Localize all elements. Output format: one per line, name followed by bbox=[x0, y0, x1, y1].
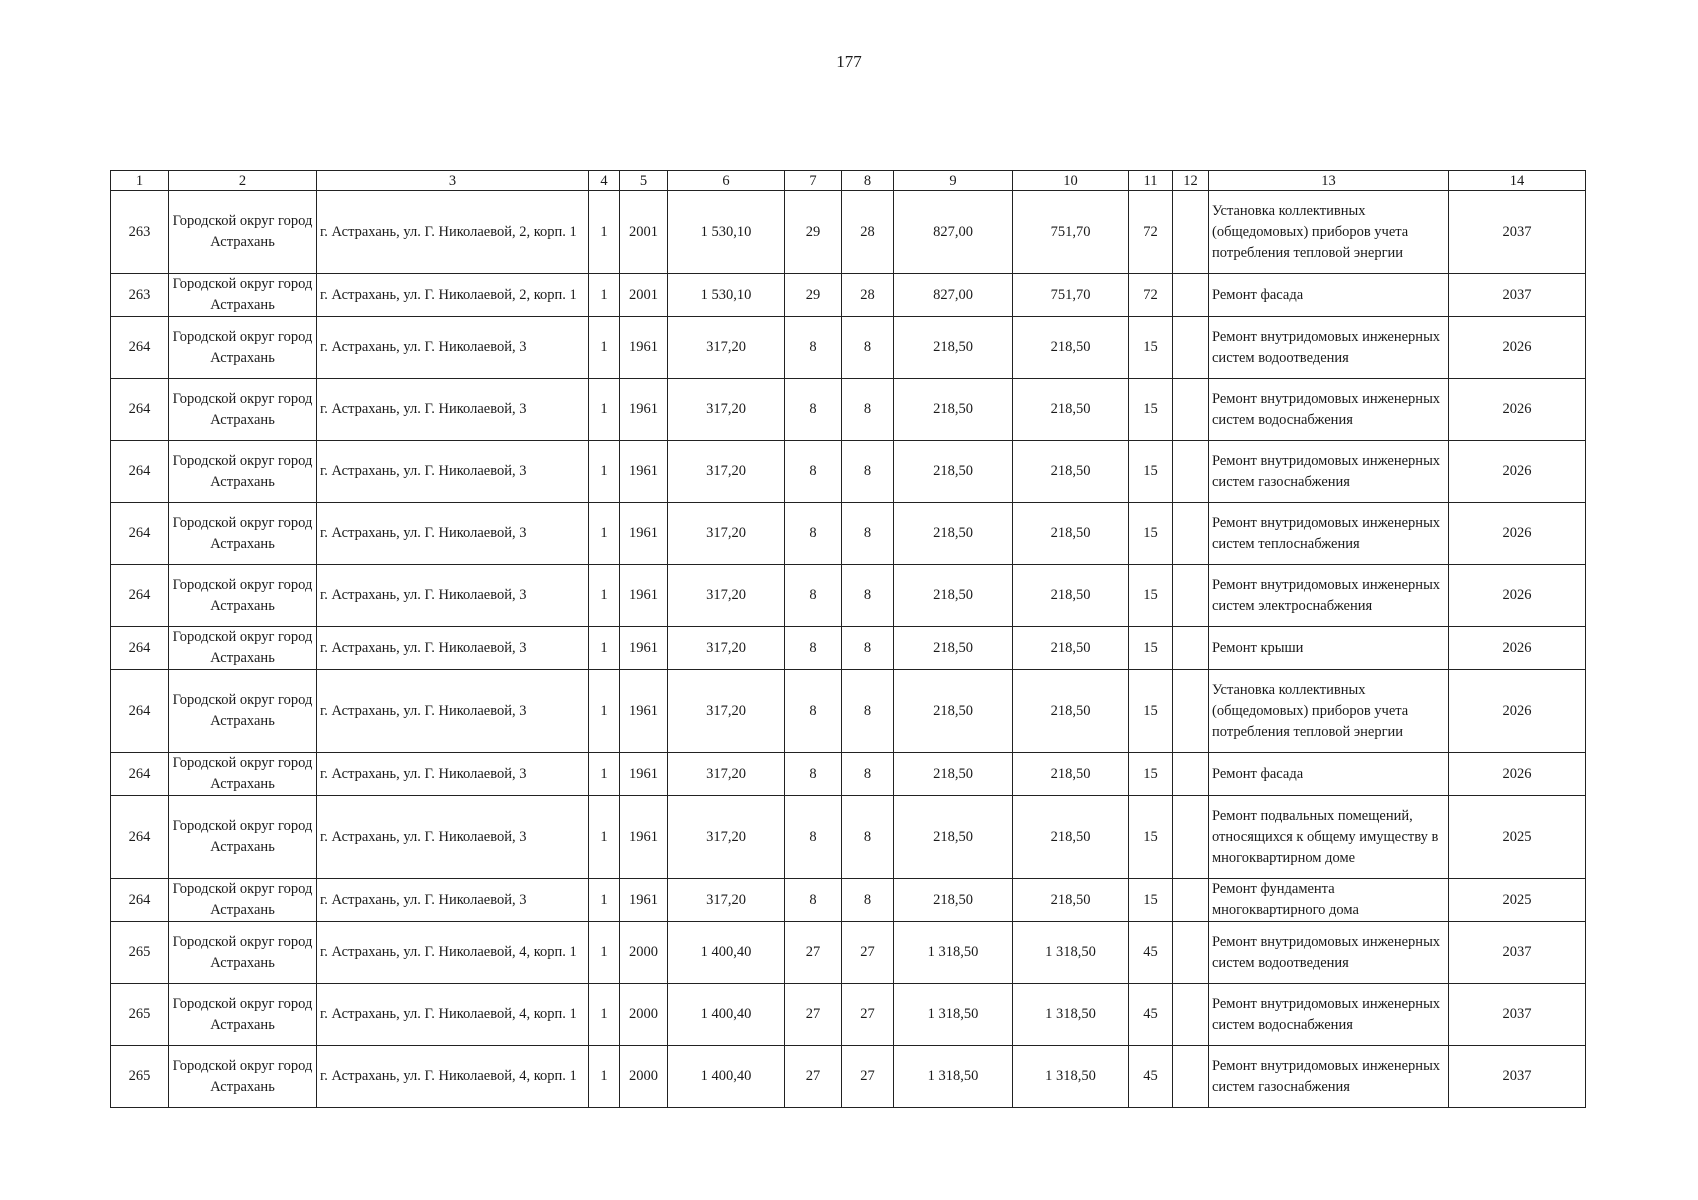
total-area-cell: 1 400,40 bbox=[668, 1046, 785, 1108]
col10-area-cell: 218,50 bbox=[1013, 565, 1129, 627]
work-type-cell: Ремонт внутридомовых инженерных систем электроснабжения bbox=[1209, 565, 1449, 627]
col9-area-cell: 218,50 bbox=[894, 379, 1013, 441]
work-type-cell: Ремонт подвальных помещений, относящихся к общему имуществу в многоквартирном доме bbox=[1209, 796, 1449, 879]
address-cell: г. Астрахань, ул. Г. Николаевой, 3 bbox=[317, 796, 589, 879]
col12-cell bbox=[1173, 274, 1209, 317]
col8-cell: 8 bbox=[842, 753, 894, 796]
total-area-cell: 317,20 bbox=[668, 753, 785, 796]
work-type-cell: Ремонт фасада bbox=[1209, 753, 1449, 796]
address-cell: г. Астрахань, ул. Г. Николаевой, 3 bbox=[317, 503, 589, 565]
municipality-cell: Городской округ город Астрахань bbox=[169, 317, 317, 379]
municipality-cell: Городской округ город Астрахань bbox=[169, 379, 317, 441]
year-built-cell: 1961 bbox=[620, 670, 668, 753]
total-area-cell: 317,20 bbox=[668, 670, 785, 753]
table-row bbox=[111, 565, 1586, 627]
page-number: 177 bbox=[836, 52, 862, 71]
row-number-cell: 264 bbox=[111, 503, 169, 565]
col8-cell: 8 bbox=[842, 503, 894, 565]
total-area-cell: 317,20 bbox=[668, 796, 785, 879]
col10-area-cell: 218,50 bbox=[1013, 796, 1129, 879]
col12-cell bbox=[1173, 879, 1209, 922]
col9-area-cell: 218,50 bbox=[894, 627, 1013, 670]
year-planned-cell: 2037 bbox=[1449, 191, 1586, 274]
row-number-cell: 263 bbox=[111, 191, 169, 274]
column-header-14: 14 bbox=[1449, 171, 1586, 191]
year-built-cell: 1961 bbox=[620, 879, 668, 922]
col7-cell: 8 bbox=[785, 379, 842, 441]
col12-cell bbox=[1173, 922, 1209, 984]
col11-cell: 15 bbox=[1129, 565, 1173, 627]
col8-cell: 8 bbox=[842, 317, 894, 379]
total-area-cell: 317,20 bbox=[668, 317, 785, 379]
col12-cell bbox=[1173, 1046, 1209, 1108]
col10-area-cell: 218,50 bbox=[1013, 441, 1129, 503]
year-planned-cell: 2026 bbox=[1449, 565, 1586, 627]
address-cell: г. Астрахань, ул. Г. Николаевой, 3 bbox=[317, 627, 589, 670]
col8-cell: 8 bbox=[842, 379, 894, 441]
col11-cell: 15 bbox=[1129, 441, 1173, 503]
work-type-cell: Ремонт внутридомовых инженерных систем водоотведения bbox=[1209, 317, 1449, 379]
col7-cell: 8 bbox=[785, 670, 842, 753]
table-row bbox=[111, 627, 1586, 670]
row-number-cell: 264 bbox=[111, 441, 169, 503]
address-cell: г. Астрахань, ул. Г. Николаевой, 4, корп. 1 bbox=[317, 922, 589, 984]
col7-cell: 29 bbox=[785, 274, 842, 317]
col12-cell bbox=[1173, 503, 1209, 565]
building-count-cell: 1 bbox=[589, 274, 620, 317]
year-built-cell: 2000 bbox=[620, 984, 668, 1046]
header-row bbox=[111, 171, 1586, 191]
col10-area-cell: 1 318,50 bbox=[1013, 984, 1129, 1046]
municipality-cell: Городской округ город Астрахань bbox=[169, 627, 317, 670]
municipality-cell: Городской округ город Астрахань bbox=[169, 191, 317, 274]
col10-area-cell: 751,70 bbox=[1013, 191, 1129, 274]
col7-cell: 29 bbox=[785, 191, 842, 274]
municipality-cell: Городской округ город Астрахань bbox=[169, 753, 317, 796]
col8-cell: 8 bbox=[842, 670, 894, 753]
col9-area-cell: 218,50 bbox=[894, 565, 1013, 627]
address-cell: г. Астрахань, ул. Г. Николаевой, 3 bbox=[317, 670, 589, 753]
year-built-cell: 1961 bbox=[620, 379, 668, 441]
row-number-cell: 263 bbox=[111, 274, 169, 317]
col11-cell: 15 bbox=[1129, 879, 1173, 922]
col11-cell: 72 bbox=[1129, 191, 1173, 274]
row-number-cell: 264 bbox=[111, 379, 169, 441]
col11-cell: 15 bbox=[1129, 796, 1173, 879]
year-planned-cell: 2037 bbox=[1449, 922, 1586, 984]
year-planned-cell: 2026 bbox=[1449, 753, 1586, 796]
building-count-cell: 1 bbox=[589, 565, 620, 627]
municipality-cell: Городской округ город Астрахань bbox=[169, 670, 317, 753]
total-area-cell: 1 530,10 bbox=[668, 191, 785, 274]
building-count-cell: 1 bbox=[589, 670, 620, 753]
municipality-cell: Городской округ город Астрахань bbox=[169, 274, 317, 317]
table-row bbox=[111, 984, 1586, 1046]
col9-area-cell: 218,50 bbox=[894, 441, 1013, 503]
total-area-cell: 317,20 bbox=[668, 879, 785, 922]
table-row bbox=[111, 317, 1586, 379]
col9-area-cell: 1 318,50 bbox=[894, 1046, 1013, 1108]
col7-cell: 8 bbox=[785, 565, 842, 627]
year-built-cell: 1961 bbox=[620, 565, 668, 627]
building-count-cell: 1 bbox=[589, 441, 620, 503]
work-type-cell: Ремонт внутридомовых инженерных систем водоснабжения bbox=[1209, 379, 1449, 441]
col7-cell: 8 bbox=[785, 796, 842, 879]
col12-cell bbox=[1173, 565, 1209, 627]
building-count-cell: 1 bbox=[589, 503, 620, 565]
col12-cell bbox=[1173, 627, 1209, 670]
col10-area-cell: 218,50 bbox=[1013, 753, 1129, 796]
work-type-cell: Ремонт внутридомовых инженерных систем газоснабжения bbox=[1209, 1046, 1449, 1108]
col12-cell bbox=[1173, 984, 1209, 1046]
year-built-cell: 1961 bbox=[620, 753, 668, 796]
work-type-cell: Ремонт фундамента многоквартирного дома bbox=[1209, 879, 1449, 922]
col7-cell: 8 bbox=[785, 879, 842, 922]
total-area-cell: 1 530,10 bbox=[668, 274, 785, 317]
col9-area-cell: 827,00 bbox=[894, 191, 1013, 274]
row-number-cell: 264 bbox=[111, 627, 169, 670]
table-row bbox=[111, 441, 1586, 503]
col11-cell: 45 bbox=[1129, 922, 1173, 984]
col11-cell: 45 bbox=[1129, 1046, 1173, 1108]
address-cell: г. Астрахань, ул. Г. Николаевой, 3 bbox=[317, 317, 589, 379]
col12-cell bbox=[1173, 441, 1209, 503]
address-cell: г. Астрахань, ул. Г. Николаевой, 3 bbox=[317, 565, 589, 627]
municipality-cell: Городской округ город Астрахань bbox=[169, 503, 317, 565]
col12-cell bbox=[1173, 317, 1209, 379]
address-cell: г. Астрахань, ул. Г. Николаевой, 4, корп. 1 bbox=[317, 1046, 589, 1108]
building-count-cell: 1 bbox=[589, 317, 620, 379]
col9-area-cell: 218,50 bbox=[894, 879, 1013, 922]
total-area-cell: 317,20 bbox=[668, 441, 785, 503]
address-cell: г. Астрахань, ул. Г. Николаевой, 3 bbox=[317, 441, 589, 503]
row-number-cell: 264 bbox=[111, 565, 169, 627]
year-planned-cell: 2037 bbox=[1449, 984, 1586, 1046]
year-built-cell: 2000 bbox=[620, 1046, 668, 1108]
table-row bbox=[111, 753, 1586, 796]
building-count-cell: 1 bbox=[589, 753, 620, 796]
column-header-11: 11 bbox=[1129, 171, 1173, 191]
year-planned-cell: 2037 bbox=[1449, 1046, 1586, 1108]
col12-cell bbox=[1173, 796, 1209, 879]
col9-area-cell: 218,50 bbox=[894, 317, 1013, 379]
building-count-cell: 1 bbox=[589, 984, 620, 1046]
municipality-cell: Городской округ город Астрахань bbox=[169, 441, 317, 503]
row-number-cell: 265 bbox=[111, 922, 169, 984]
col7-cell: 8 bbox=[785, 317, 842, 379]
col11-cell: 15 bbox=[1129, 670, 1173, 753]
work-type-cell: Ремонт крыши bbox=[1209, 627, 1449, 670]
table-row bbox=[111, 191, 1586, 274]
total-area-cell: 317,20 bbox=[668, 565, 785, 627]
address-cell: г. Астрахань, ул. Г. Николаевой, 3 bbox=[317, 879, 589, 922]
row-number-cell: 264 bbox=[111, 796, 169, 879]
building-count-cell: 1 bbox=[589, 879, 620, 922]
col11-cell: 15 bbox=[1129, 379, 1173, 441]
year-planned-cell: 2026 bbox=[1449, 670, 1586, 753]
col10-area-cell: 1 318,50 bbox=[1013, 922, 1129, 984]
column-header-9: 9 bbox=[894, 171, 1013, 191]
col9-area-cell: 1 318,50 bbox=[894, 922, 1013, 984]
column-header-8: 8 bbox=[842, 171, 894, 191]
col8-cell: 8 bbox=[842, 441, 894, 503]
year-planned-cell: 2025 bbox=[1449, 796, 1586, 879]
col8-cell: 8 bbox=[842, 879, 894, 922]
col8-cell: 27 bbox=[842, 1046, 894, 1108]
address-cell: г. Астрахань, ул. Г. Николаевой, 2, корп. 1 bbox=[317, 191, 589, 274]
total-area-cell: 317,20 bbox=[668, 379, 785, 441]
col11-cell: 15 bbox=[1129, 317, 1173, 379]
table-row bbox=[111, 379, 1586, 441]
table-row bbox=[111, 922, 1586, 984]
year-built-cell: 1961 bbox=[620, 796, 668, 879]
column-header-2: 2 bbox=[169, 171, 317, 191]
col7-cell: 8 bbox=[785, 627, 842, 670]
year-planned-cell: 2025 bbox=[1449, 879, 1586, 922]
repair-schedule-table bbox=[110, 170, 1586, 1108]
col9-area-cell: 218,50 bbox=[894, 670, 1013, 753]
col12-cell bbox=[1173, 670, 1209, 753]
year-built-cell: 1961 bbox=[620, 317, 668, 379]
column-header-7: 7 bbox=[785, 171, 842, 191]
col9-area-cell: 218,50 bbox=[894, 796, 1013, 879]
total-area-cell: 1 400,40 bbox=[668, 984, 785, 1046]
col11-cell: 15 bbox=[1129, 503, 1173, 565]
column-header-1: 1 bbox=[111, 171, 169, 191]
col8-cell: 8 bbox=[842, 796, 894, 879]
table-row bbox=[111, 503, 1586, 565]
col8-cell: 8 bbox=[842, 627, 894, 670]
col8-cell: 28 bbox=[842, 274, 894, 317]
work-type-cell: Ремонт внутридомовых инженерных систем водоснабжения bbox=[1209, 984, 1449, 1046]
col12-cell bbox=[1173, 379, 1209, 441]
work-type-cell: Установка коллективных (общедомовых) приборов учета потребления тепловой энергии bbox=[1209, 670, 1449, 753]
year-built-cell: 2000 bbox=[620, 922, 668, 984]
building-count-cell: 1 bbox=[589, 1046, 620, 1108]
municipality-cell: Городской округ город Астрахань bbox=[169, 565, 317, 627]
building-count-cell: 1 bbox=[589, 922, 620, 984]
building-count-cell: 1 bbox=[589, 796, 620, 879]
table-header bbox=[111, 171, 1586, 191]
year-planned-cell: 2026 bbox=[1449, 503, 1586, 565]
year-built-cell: 1961 bbox=[620, 503, 668, 565]
col10-area-cell: 751,70 bbox=[1013, 274, 1129, 317]
column-header-3: 3 bbox=[317, 171, 589, 191]
column-header-10: 10 bbox=[1013, 171, 1129, 191]
col9-area-cell: 218,50 bbox=[894, 753, 1013, 796]
row-number-cell: 264 bbox=[111, 753, 169, 796]
address-cell: г. Астрахань, ул. Г. Николаевой, 3 bbox=[317, 753, 589, 796]
year-built-cell: 1961 bbox=[620, 441, 668, 503]
year-planned-cell: 2026 bbox=[1449, 379, 1586, 441]
municipality-cell: Городской округ город Астрахань bbox=[169, 1046, 317, 1108]
address-cell: г. Астрахань, ул. Г. Николаевой, 4, корп. 1 bbox=[317, 984, 589, 1046]
col10-area-cell: 218,50 bbox=[1013, 670, 1129, 753]
address-cell: г. Астрахань, ул. Г. Николаевой, 3 bbox=[317, 379, 589, 441]
column-header-13: 13 bbox=[1209, 171, 1449, 191]
col11-cell: 15 bbox=[1129, 753, 1173, 796]
table-body bbox=[111, 191, 1586, 1108]
building-count-cell: 1 bbox=[589, 379, 620, 441]
work-type-cell: Ремонт внутридомовых инженерных систем теплоснабжения bbox=[1209, 503, 1449, 565]
work-type-cell: Ремонт внутридомовых инженерных систем газоснабжения bbox=[1209, 441, 1449, 503]
col10-area-cell: 1 318,50 bbox=[1013, 1046, 1129, 1108]
building-count-cell: 1 bbox=[589, 627, 620, 670]
col12-cell bbox=[1173, 753, 1209, 796]
col11-cell: 72 bbox=[1129, 274, 1173, 317]
total-area-cell: 317,20 bbox=[668, 627, 785, 670]
work-type-cell: Установка коллективных (общедомовых) приборов учета потребления тепловой энергии bbox=[1209, 191, 1449, 274]
municipality-cell: Городской округ город Астрахань bbox=[169, 796, 317, 879]
col7-cell: 27 bbox=[785, 922, 842, 984]
year-planned-cell: 2037 bbox=[1449, 274, 1586, 317]
col8-cell: 28 bbox=[842, 191, 894, 274]
col10-area-cell: 218,50 bbox=[1013, 879, 1129, 922]
col8-cell: 27 bbox=[842, 922, 894, 984]
municipality-cell: Городской округ город Астрахань bbox=[169, 922, 317, 984]
col10-area-cell: 218,50 bbox=[1013, 379, 1129, 441]
work-type-cell: Ремонт фасада bbox=[1209, 274, 1449, 317]
year-planned-cell: 2026 bbox=[1449, 317, 1586, 379]
row-number-cell: 265 bbox=[111, 984, 169, 1046]
year-built-cell: 1961 bbox=[620, 627, 668, 670]
col8-cell: 27 bbox=[842, 984, 894, 1046]
table-row bbox=[111, 670, 1586, 753]
table-row bbox=[111, 1046, 1586, 1108]
col8-cell: 8 bbox=[842, 565, 894, 627]
col12-cell bbox=[1173, 191, 1209, 274]
col10-area-cell: 218,50 bbox=[1013, 503, 1129, 565]
table-row bbox=[111, 796, 1586, 879]
col9-area-cell: 1 318,50 bbox=[894, 984, 1013, 1046]
col7-cell: 8 bbox=[785, 753, 842, 796]
year-planned-cell: 2026 bbox=[1449, 441, 1586, 503]
col10-area-cell: 218,50 bbox=[1013, 317, 1129, 379]
building-count-cell: 1 bbox=[589, 191, 620, 274]
municipality-cell: Городской округ город Астрахань bbox=[169, 879, 317, 922]
table-row bbox=[111, 274, 1586, 317]
municipality-cell: Городской округ город Астрахань bbox=[169, 984, 317, 1046]
row-number-cell: 265 bbox=[111, 1046, 169, 1108]
col11-cell: 15 bbox=[1129, 627, 1173, 670]
col10-area-cell: 218,50 bbox=[1013, 627, 1129, 670]
col9-area-cell: 218,50 bbox=[894, 503, 1013, 565]
column-header-4: 4 bbox=[589, 171, 620, 191]
col7-cell: 8 bbox=[785, 441, 842, 503]
col11-cell: 45 bbox=[1129, 984, 1173, 1046]
row-number-cell: 264 bbox=[111, 879, 169, 922]
work-type-cell: Ремонт внутридомовых инженерных систем водоотведения bbox=[1209, 922, 1449, 984]
address-cell: г. Астрахань, ул. Г. Николаевой, 2, корп. 1 bbox=[317, 274, 589, 317]
row-number-cell: 264 bbox=[111, 317, 169, 379]
row-number-cell: 264 bbox=[111, 670, 169, 753]
total-area-cell: 317,20 bbox=[668, 503, 785, 565]
year-built-cell: 2001 bbox=[620, 191, 668, 274]
table-row bbox=[111, 879, 1586, 922]
column-header-12: 12 bbox=[1173, 171, 1209, 191]
column-header-5: 5 bbox=[620, 171, 668, 191]
col9-area-cell: 827,00 bbox=[894, 274, 1013, 317]
total-area-cell: 1 400,40 bbox=[668, 922, 785, 984]
year-planned-cell: 2026 bbox=[1449, 627, 1586, 670]
col7-cell: 27 bbox=[785, 984, 842, 1046]
col7-cell: 27 bbox=[785, 1046, 842, 1108]
column-header-6: 6 bbox=[668, 171, 785, 191]
year-built-cell: 2001 bbox=[620, 274, 668, 317]
col7-cell: 8 bbox=[785, 503, 842, 565]
